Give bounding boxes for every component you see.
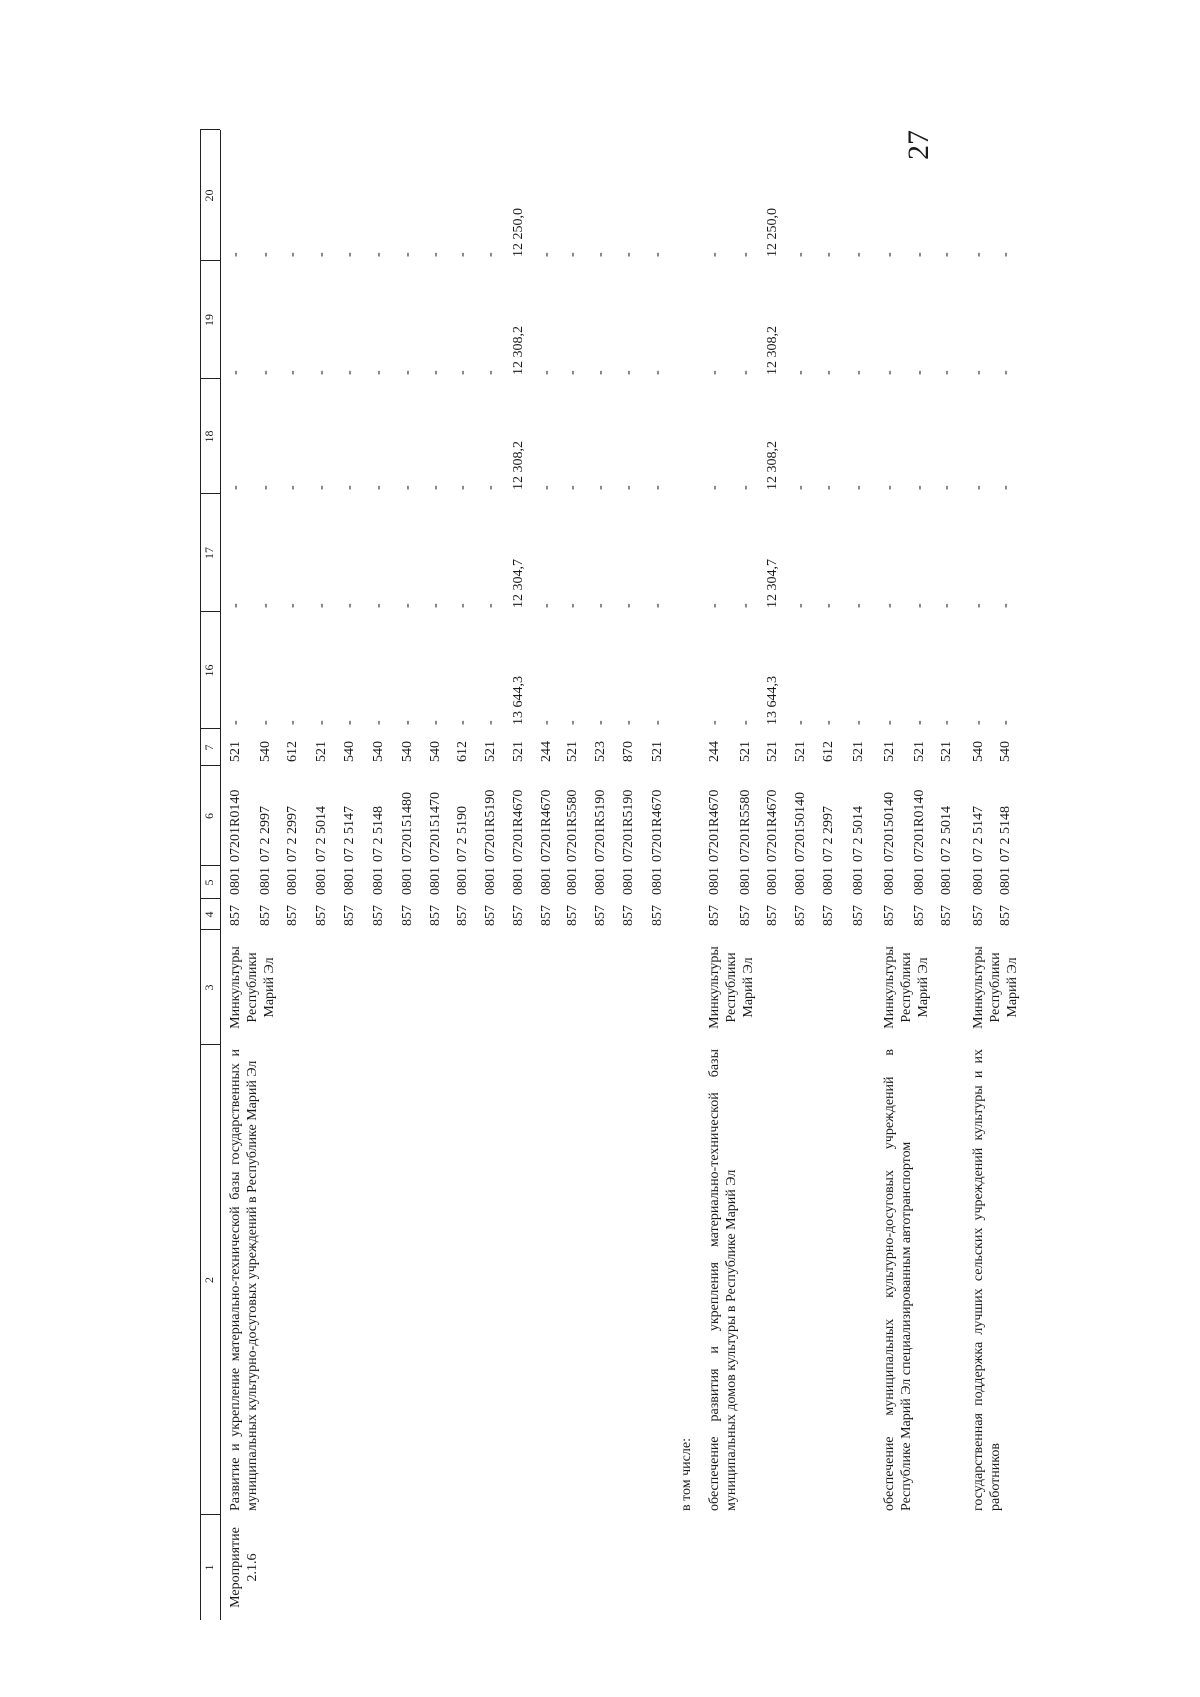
value-cell: 0801	[882, 867, 897, 895]
empty-value-dash: -	[342, 603, 357, 608]
empty-value-dash: -	[342, 485, 357, 490]
value-cell: 12 250,0	[511, 208, 526, 257]
empty-value-dash: -	[621, 370, 636, 375]
empty-value-dash: -	[228, 370, 243, 375]
empty-value-dash: -	[258, 720, 273, 725]
empty-value-dash: -	[314, 603, 329, 608]
empty-value-dash: -	[793, 603, 808, 608]
empty-value-dash: -	[971, 252, 986, 257]
empty-value-dash: -	[998, 603, 1013, 608]
empty-value-dash: -	[228, 252, 243, 257]
empty-value-dash: -	[400, 485, 415, 490]
value-cell: 07 2 5148	[371, 806, 386, 862]
empty-value-dash: -	[912, 370, 927, 375]
value-cell: 857	[738, 905, 753, 926]
empty-value-dash: -	[428, 485, 443, 490]
empty-value-dash: -	[228, 485, 243, 490]
value-cell: 523	[593, 741, 608, 762]
value-cell: 857	[455, 905, 470, 926]
value-cell: 07201R5190	[593, 789, 608, 862]
value-cell: 07201R5580	[565, 789, 580, 862]
empty-value-dash: -	[565, 252, 580, 257]
value-cell: 0720150140	[882, 792, 897, 862]
column-number-header: 2	[202, 1277, 216, 1283]
empty-value-dash: -	[851, 370, 866, 375]
column-number-header: 3	[202, 984, 216, 991]
value-cell: 521	[565, 741, 580, 762]
empty-value-dash: -	[539, 370, 554, 375]
value-cell: 0801	[650, 867, 665, 895]
empty-value-dash: -	[912, 603, 927, 608]
empty-value-dash: -	[738, 603, 753, 608]
value-cell: 521	[650, 741, 665, 762]
value-cell: 0801	[793, 867, 808, 895]
empty-value-dash: -	[285, 252, 300, 257]
value-cell: 0720151470	[428, 792, 443, 862]
value-cell: 13 644,3	[511, 676, 526, 725]
measure-number-cell: Мероприятие 2.1.6	[228, 1527, 260, 1608]
empty-value-dash: -	[539, 252, 554, 257]
empty-value-dash: -	[650, 720, 665, 725]
value-cell: 0801	[765, 867, 780, 895]
empty-value-dash: -	[455, 370, 470, 375]
empty-value-dash: -	[793, 720, 808, 725]
column-number-header: 1	[202, 1564, 216, 1571]
value-cell: 0720151480	[400, 792, 415, 862]
empty-value-dash: -	[851, 485, 866, 490]
value-cell: 0801	[707, 867, 722, 895]
value-cell: 0801	[738, 867, 753, 895]
empty-value-dash: -	[650, 485, 665, 490]
value-cell: 857	[621, 905, 636, 926]
empty-value-dash: -	[821, 370, 836, 375]
value-cell: 857	[593, 905, 608, 926]
empty-value-dash: -	[565, 370, 580, 375]
empty-value-dash: -	[455, 485, 470, 490]
empty-value-dash: -	[851, 252, 866, 257]
value-cell: 857	[998, 905, 1013, 926]
value-cell: 857	[565, 905, 580, 926]
value-cell: 612	[285, 741, 300, 762]
value-cell: 07201R5580	[738, 789, 753, 862]
value-cell: 0801	[821, 867, 836, 895]
empty-value-dash: -	[455, 720, 470, 725]
value-cell: 521	[738, 741, 753, 762]
value-cell: 857	[400, 905, 415, 926]
empty-value-dash: -	[998, 720, 1013, 725]
empty-value-dash: -	[371, 252, 386, 257]
empty-value-dash: -	[258, 252, 273, 257]
value-cell: 0801	[971, 867, 986, 895]
value-cell: 0801	[483, 867, 498, 895]
column-number-header: 20	[202, 189, 216, 202]
value-cell: 857	[971, 905, 986, 926]
value-cell: 857	[765, 905, 780, 926]
empty-value-dash: -	[998, 370, 1013, 375]
value-cell: 857	[511, 905, 526, 926]
measure-description-cell: обеспечение развития и укрепления материально-технической базы муниципальных домов культуры в Республике Марий Эл	[707, 1049, 739, 1511]
value-cell: 0801	[851, 867, 866, 895]
empty-value-dash: -	[593, 252, 608, 257]
measure-description-cell: государственная поддержка лучших сельских учреждений культуры и их работников	[971, 1049, 1003, 1511]
value-cell: 521	[765, 741, 780, 762]
value-cell: 0801	[998, 867, 1013, 895]
value-cell: 0801	[939, 867, 954, 895]
empty-value-dash: -	[939, 252, 954, 257]
value-cell: 07201R5190	[483, 789, 498, 862]
value-cell: 0801	[428, 867, 443, 895]
empty-value-dash: -	[539, 720, 554, 725]
empty-value-dash: -	[314, 720, 329, 725]
value-cell: 0801	[228, 867, 243, 895]
value-cell: 857	[228, 905, 243, 926]
value-cell: 0801	[912, 867, 927, 895]
empty-value-dash: -	[428, 603, 443, 608]
empty-value-dash: -	[428, 370, 443, 375]
value-cell: 0801	[511, 867, 526, 895]
measure-description-cell: Развитие и укрепление материально-технической базы государственных и муниципальных культурно-досуговых учреждений в Республике Марий Эл	[228, 1049, 260, 1511]
empty-value-dash: -	[483, 603, 498, 608]
empty-value-dash: -	[738, 252, 753, 257]
empty-value-dash: -	[738, 720, 753, 725]
value-cell: 521	[314, 741, 329, 762]
empty-value-dash: -	[971, 603, 986, 608]
empty-value-dash: -	[565, 485, 580, 490]
empty-value-dash: -	[971, 485, 986, 490]
value-cell: 540	[971, 741, 986, 762]
empty-value-dash: -	[939, 485, 954, 490]
empty-value-dash: -	[371, 720, 386, 725]
empty-value-dash: -	[912, 485, 927, 490]
empty-value-dash: -	[285, 370, 300, 375]
empty-value-dash: -	[285, 603, 300, 608]
value-cell: 12 308,2	[765, 441, 780, 490]
empty-value-dash: -	[821, 603, 836, 608]
empty-value-dash: -	[851, 603, 866, 608]
empty-value-dash: -	[707, 485, 722, 490]
empty-value-dash: -	[793, 485, 808, 490]
empty-value-dash: -	[738, 370, 753, 375]
empty-value-dash: -	[971, 370, 986, 375]
measure-description-cell: в том числе:	[679, 1438, 694, 1511]
value-cell: 0801	[565, 867, 580, 895]
value-cell: 07201R4670	[511, 789, 526, 862]
value-cell: 0801	[539, 867, 554, 895]
header-top-rule	[200, 130, 201, 1620]
value-cell: 12 308,2	[765, 326, 780, 375]
value-cell: 07 2 5014	[851, 806, 866, 862]
measure-description-cell: обеспечение муниципальных культурно-досуговых учреждений в Республике Марий Эл специализированным автотранспортом	[882, 1049, 914, 1511]
column-number-header: 7	[202, 744, 216, 751]
empty-value-dash: -	[650, 370, 665, 375]
value-cell: 12 250,0	[765, 208, 780, 257]
empty-value-dash: -	[793, 370, 808, 375]
value-cell: 857	[428, 905, 443, 926]
value-cell: 0801	[371, 867, 386, 895]
empty-value-dash: -	[882, 603, 897, 608]
value-cell: 540	[428, 741, 443, 762]
empty-value-dash: -	[228, 720, 243, 725]
empty-value-dash: -	[650, 252, 665, 257]
value-cell: 07 2 2997	[821, 806, 836, 862]
empty-value-dash: -	[455, 603, 470, 608]
value-cell: 857	[793, 905, 808, 926]
empty-value-dash: -	[707, 370, 722, 375]
empty-value-dash: -	[483, 252, 498, 257]
empty-value-dash: -	[593, 370, 608, 375]
value-cell: 521	[912, 741, 927, 762]
empty-value-dash: -	[258, 603, 273, 608]
value-cell: 857	[939, 905, 954, 926]
value-cell: 0720150140	[793, 792, 808, 862]
empty-value-dash: -	[707, 252, 722, 257]
value-cell: 0801	[400, 867, 415, 895]
value-cell: 857	[285, 905, 300, 926]
value-cell: 857	[483, 905, 498, 926]
empty-value-dash: -	[650, 603, 665, 608]
empty-value-dash: -	[939, 720, 954, 725]
empty-value-dash: -	[882, 370, 897, 375]
empty-value-dash: -	[621, 485, 636, 490]
empty-value-dash: -	[821, 485, 836, 490]
value-cell: 612	[455, 741, 470, 762]
empty-value-dash: -	[971, 720, 986, 725]
value-cell: 0801	[621, 867, 636, 895]
value-cell: 12 308,2	[511, 326, 526, 375]
empty-value-dash: -	[593, 720, 608, 725]
empty-value-dash: -	[314, 252, 329, 257]
empty-value-dash: -	[539, 603, 554, 608]
empty-value-dash: -	[428, 720, 443, 725]
empty-value-dash: -	[483, 485, 498, 490]
responsible-executor-cell: Минкультуры Республики Марий Эл	[228, 946, 277, 1029]
budget-table	[200, 125, 1020, 1620]
empty-value-dash: -	[565, 720, 580, 725]
value-cell: 857	[539, 905, 554, 926]
value-cell: 0801	[342, 867, 357, 895]
empty-value-dash: -	[882, 485, 897, 490]
value-cell: 07 2 5147	[342, 806, 357, 862]
empty-value-dash: -	[998, 252, 1013, 257]
empty-value-dash: -	[400, 720, 415, 725]
empty-value-dash: -	[912, 720, 927, 725]
empty-value-dash: -	[939, 603, 954, 608]
column-number-header: 4	[202, 911, 216, 918]
empty-value-dash: -	[821, 720, 836, 725]
value-cell: 540	[400, 741, 415, 762]
empty-value-dash: -	[400, 252, 415, 257]
value-cell: 521	[793, 741, 808, 762]
empty-value-dash: -	[314, 370, 329, 375]
value-cell: 857	[650, 905, 665, 926]
value-cell: 244	[707, 741, 722, 762]
value-cell: 13 644,3	[765, 676, 780, 725]
column-number-header: 18	[202, 430, 216, 443]
value-cell: 540	[371, 741, 386, 762]
empty-value-dash: -	[793, 252, 808, 257]
empty-value-dash: -	[371, 485, 386, 490]
value-cell: 0801	[314, 867, 329, 895]
empty-value-dash: -	[342, 720, 357, 725]
value-cell: 540	[342, 741, 357, 762]
value-cell: 540	[258, 741, 273, 762]
empty-value-dash: -	[483, 370, 498, 375]
value-cell: 857	[912, 905, 927, 926]
column-number-header: 19	[202, 314, 216, 326]
empty-value-dash: -	[455, 252, 470, 257]
column-number-header: 16	[202, 664, 216, 677]
empty-value-dash: -	[707, 720, 722, 725]
empty-value-dash: -	[821, 252, 836, 257]
empty-value-dash: -	[400, 370, 415, 375]
empty-value-dash: -	[621, 603, 636, 608]
value-cell: 07 2 5147	[971, 806, 986, 862]
empty-value-dash: -	[428, 252, 443, 257]
value-cell: 07 2 5014	[314, 806, 329, 862]
empty-value-dash: -	[851, 720, 866, 725]
value-cell: 521	[228, 741, 243, 762]
value-cell: 612	[821, 741, 836, 762]
value-cell: 857	[821, 905, 836, 926]
empty-value-dash: -	[539, 485, 554, 490]
value-cell: 857	[882, 905, 897, 926]
empty-value-dash: -	[882, 720, 897, 725]
empty-value-dash: -	[593, 603, 608, 608]
empty-value-dash: -	[882, 252, 897, 257]
column-number-header: 6	[202, 813, 216, 819]
responsible-executor-cell: Минкультуры Республики Марий Эл	[707, 946, 756, 1029]
value-cell: 857	[851, 905, 866, 926]
value-cell: 07201R4670	[539, 789, 554, 862]
value-cell: 12 308,2	[511, 441, 526, 490]
empty-value-dash: -	[314, 485, 329, 490]
value-cell: 857	[258, 905, 273, 926]
value-cell: 07201R4670	[707, 789, 722, 862]
value-cell: 521	[882, 741, 897, 762]
value-cell: 0801	[285, 867, 300, 895]
value-cell: 521	[483, 741, 498, 762]
empty-value-dash: -	[998, 485, 1013, 490]
empty-value-dash: -	[707, 603, 722, 608]
value-cell: 07 2 5148	[998, 806, 1013, 862]
value-cell: 870	[621, 741, 636, 762]
value-cell: 12 304,7	[765, 559, 780, 608]
value-cell: 07201R0140	[912, 789, 927, 862]
value-cell: 07 2 2997	[285, 806, 300, 862]
header-bottom-rule	[220, 130, 221, 1620]
value-cell: 857	[371, 905, 386, 926]
value-cell: 857	[314, 905, 329, 926]
page-number: 27	[902, 130, 935, 160]
empty-value-dash: -	[939, 370, 954, 375]
value-cell: 857	[342, 905, 357, 926]
empty-value-dash: -	[342, 252, 357, 257]
value-cell: 12 304,7	[511, 559, 526, 608]
value-cell: 07 2 2997	[258, 806, 273, 862]
value-cell: 07201R4670	[765, 789, 780, 862]
empty-value-dash: -	[400, 603, 415, 608]
value-cell: 07201R4670	[650, 789, 665, 862]
empty-value-dash: -	[285, 485, 300, 490]
empty-value-dash: -	[738, 485, 753, 490]
rotated-page	[200, 120, 1200, 1620]
empty-value-dash: -	[912, 252, 927, 257]
empty-value-dash: -	[228, 603, 243, 608]
empty-value-dash: -	[371, 603, 386, 608]
responsible-executor-cell: Минкультуры Республики Марий Эл	[882, 946, 931, 1029]
empty-value-dash: -	[621, 720, 636, 725]
value-cell: 521	[939, 741, 954, 762]
value-cell: 244	[539, 741, 554, 762]
value-cell: 0801	[258, 867, 273, 895]
empty-value-dash: -	[371, 370, 386, 375]
value-cell: 07 2 5190	[455, 806, 470, 862]
value-cell: 0801	[455, 867, 470, 895]
empty-value-dash: -	[285, 720, 300, 725]
empty-value-dash: -	[342, 370, 357, 375]
column-divider	[200, 129, 220, 130]
empty-value-dash: -	[593, 485, 608, 490]
empty-value-dash: -	[565, 603, 580, 608]
column-number-header: 17	[202, 547, 216, 559]
value-cell: 540	[998, 741, 1013, 762]
empty-value-dash: -	[483, 720, 498, 725]
value-cell: 07201R5190	[621, 789, 636, 862]
value-cell: 521	[851, 741, 866, 762]
value-cell: 521	[511, 741, 526, 762]
value-cell: 857	[707, 905, 722, 926]
value-cell: 0801	[593, 867, 608, 895]
value-cell: 07 2 5014	[939, 806, 954, 862]
empty-value-dash: -	[258, 370, 273, 375]
column-number-header: 5	[202, 879, 216, 886]
empty-value-dash: -	[258, 485, 273, 490]
empty-value-dash: -	[621, 252, 636, 257]
value-cell: 07201R0140	[228, 789, 243, 862]
responsible-executor-cell: Минкультуры Республики Марий Эл	[971, 946, 1020, 1029]
